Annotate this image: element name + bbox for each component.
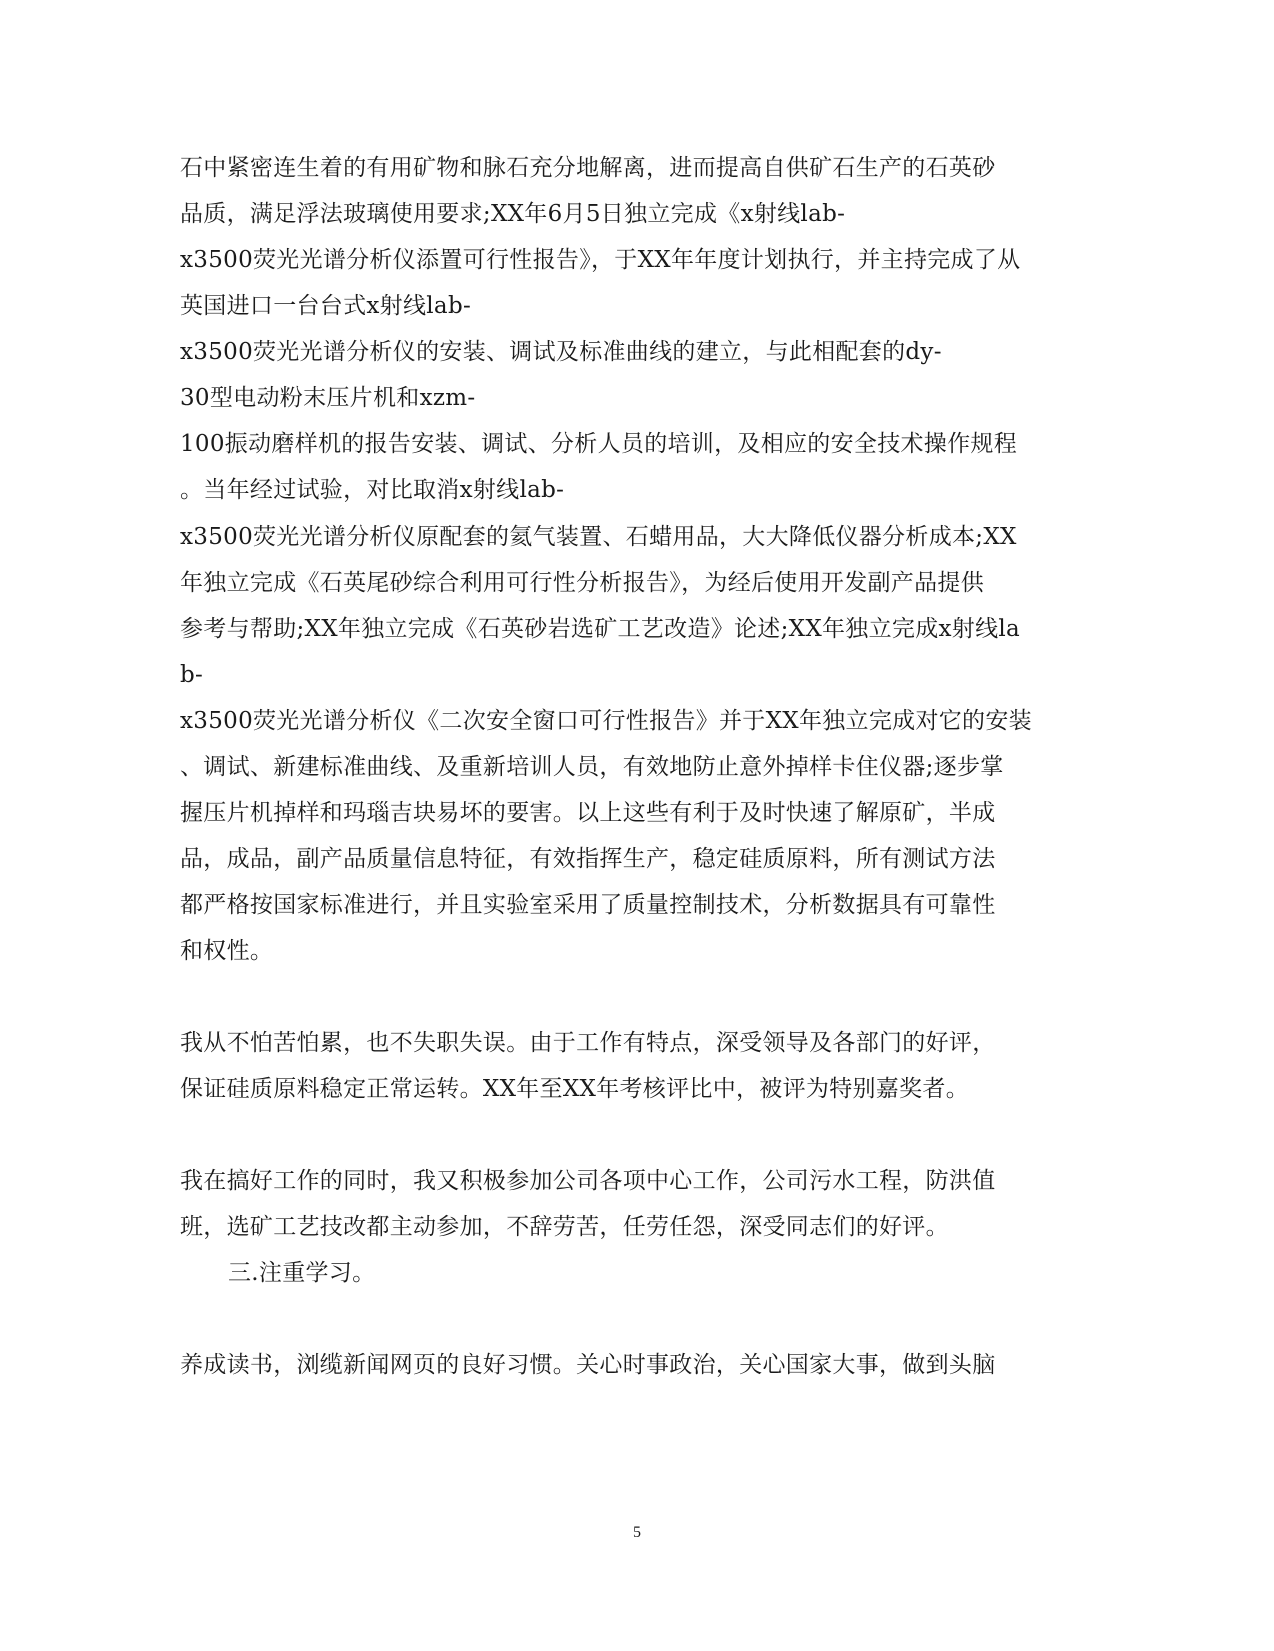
page-number: 5	[633, 1524, 641, 1541]
section-heading: 三.注重学习。	[228, 1260, 376, 1286]
text-line: 品质，满足浮法玻璃使用要求;XX年6月5日独立完成《x射线lab-	[180, 201, 846, 227]
text-line: 100振动磨样机的报告安装、调试、分析人员的培训，及相应的安全技术操作规程	[180, 431, 1017, 457]
text-line: 。当年经过试验，对比取消x射线lab-	[180, 477, 565, 503]
text-line: 保证硅质原料稳定正常运转。XX年至XX年考核评比中，被评为特别嘉奖者。	[180, 1076, 969, 1102]
text-line: x3500荧光光谱分析仪的安装、调试及标准曲线的建立，与此相配套的dy-	[180, 339, 942, 365]
text-line: 参考与帮助;XX年独立完成《石英砂岩选矿工艺改造》论述;XX年独立完成x射线la	[180, 616, 1021, 642]
text-line: 年独立完成《石英尾砂综合利用可行性分析报告》，为经后使用开发副产品提供	[180, 570, 984, 596]
text-line: 养成读书，浏缆新闻网页的良好习惯。关心时事政治，关心国家大事，做到头脑	[180, 1352, 996, 1378]
text-line: 握压片机掉样和玛瑙吉块易坏的要害。以上这些有利于及时快速了解原矿，半成	[180, 800, 996, 826]
text-line: x3500荧光光谱分析仪《二次安全窗口可行性报告》并于XX年独立完成对它的安装	[180, 708, 1032, 734]
text-line: 石中紧密连生着的有用矿物和脉石充分地解离，进而提高自供矿石生产的石英砂	[180, 155, 996, 181]
text-line: 班，选矿工艺技改都主动参加，不辞劳苦，任劳任怨，深受同志们的好评。	[180, 1214, 949, 1240]
text-line: 30型电动粉末压片机和xzm-	[180, 385, 476, 411]
text-line: b-	[180, 662, 204, 688]
text-line: 品，成品，副产品质量信息特征，有效指挥生产，稳定硅质原料，所有测试方法	[180, 846, 996, 872]
text-line: 、调试、新建标准曲线、及重新培训人员，有效地防止意外掉样卡住仪器;逐步掌	[180, 754, 1004, 780]
text-line: x3500荧光光谱分析仪添置可行性报告》，于XX年年度计划执行，并主持完成了从	[180, 247, 1021, 273]
text-line: 我在搞好工作的同时，我又积极参加公司各项中心工作，公司污水工程，防洪值	[180, 1168, 996, 1194]
text-line: 和权性。	[180, 938, 274, 964]
text-line: 都严格按国家标准进行，并且实验室采用了质量控制技术，分析数据具有可靠性	[180, 892, 996, 918]
text-line: x3500荧光光谱分析仪原配套的氦气装置、石蜡用品，大大降低仪器分析成本;XX	[180, 524, 1017, 550]
text-line: 我从不怕苦怕累，也不失职失误。由于工作有特点，深受领导及各部门的好评，	[180, 1030, 996, 1056]
text-line: 英国进口一台台式x射线lab-	[180, 293, 472, 319]
